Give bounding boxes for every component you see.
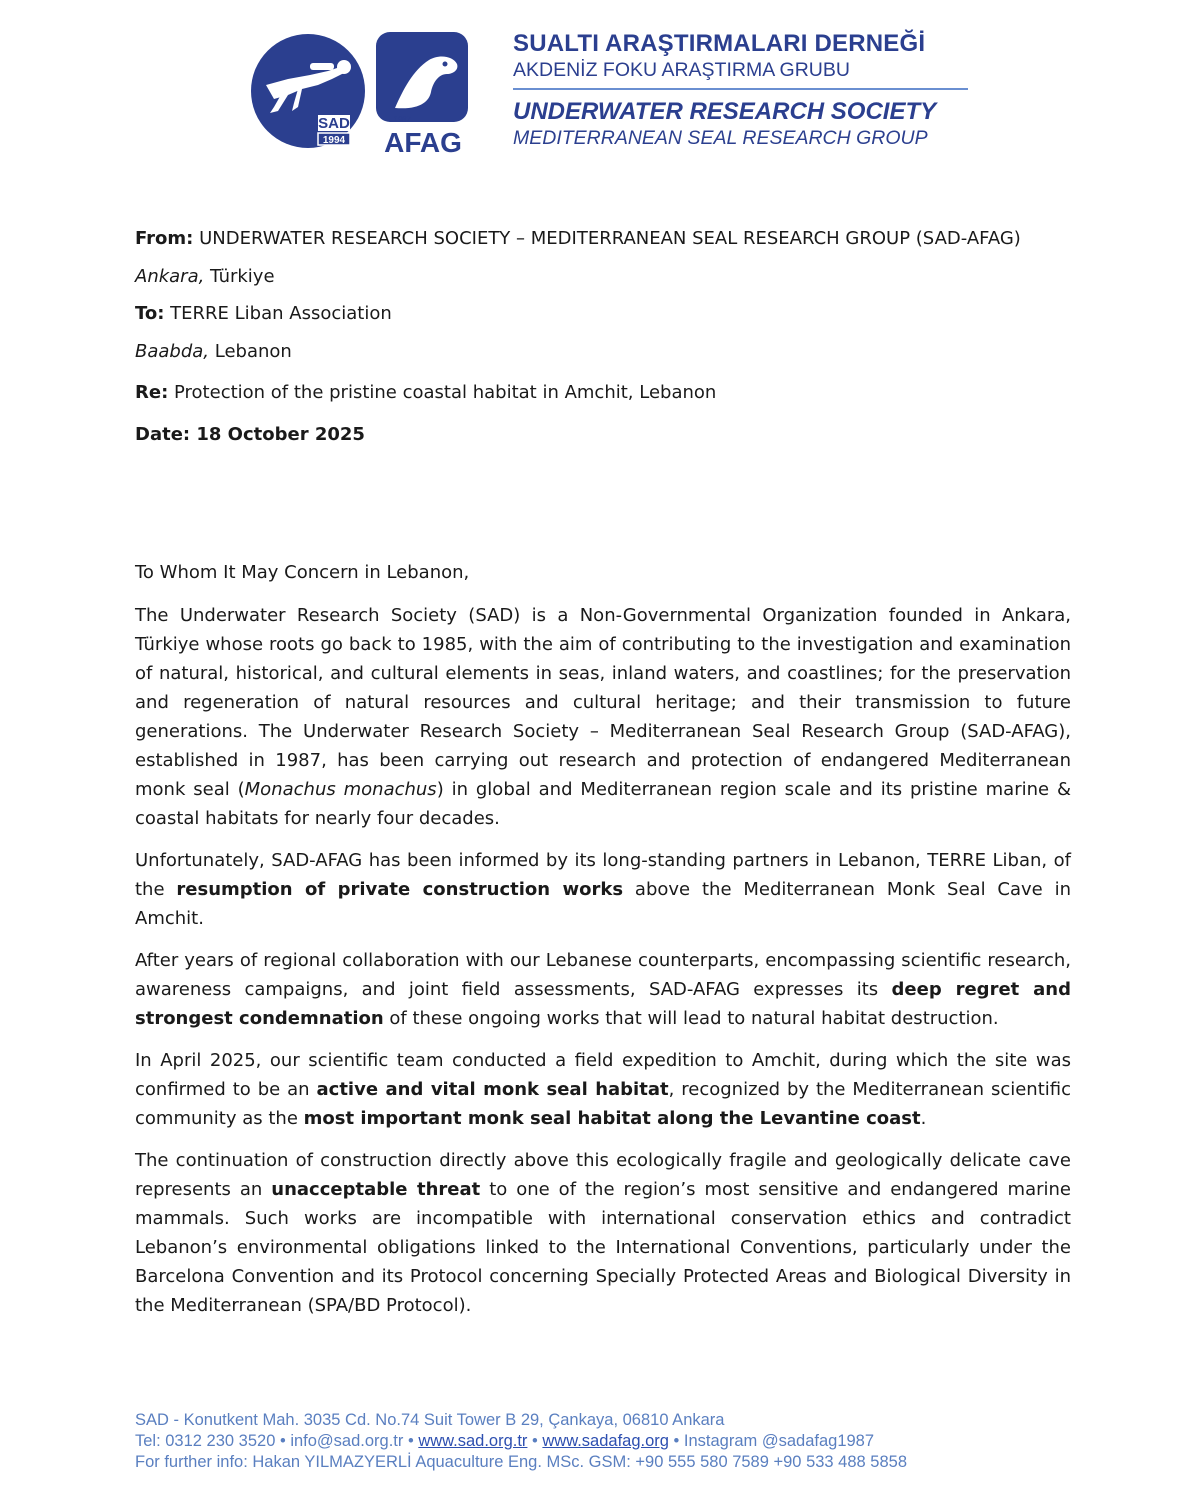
footer-contact xyxy=(135,1431,1035,1452)
paragraph-condemnation xyxy=(135,946,1071,1033)
svg-text:1994: 1994 xyxy=(322,135,346,146)
emphasis: resumption of private construction works xyxy=(176,879,624,900)
svg-text:1987: 1987 xyxy=(393,115,411,124)
text: of these ongoing works that will lead to natural habitat destruction. xyxy=(383,1008,999,1029)
text: to one of the region’s most sensitive and endangered marine mammals. Such works are incompatible with international conservation ethics and contradict Lebanon’s environmental obligations linked to the International Conventions, particularly under the Barcelona Convention and its Protocol concerning Specially Protected Areas and Biological Diversity in the Mediterranean (SPA/BD Protocol). xyxy=(135,1179,1071,1316)
to-label: To: xyxy=(135,303,165,324)
sad-logo-diver-icon xyxy=(248,27,366,157)
species-name: Monachus monachus xyxy=(244,779,437,800)
paragraph-organization-intro xyxy=(135,601,1071,833)
footer-tel-email: Tel: 0312 230 3520 • info@sad.org.tr • xyxy=(135,1432,419,1450)
text: The continuation of construction directly above this ecologically fragile and geologically delicate cave represents an xyxy=(135,1150,1071,1200)
emphasis: unacceptable threat xyxy=(271,1179,481,1200)
organization-names xyxy=(513,30,973,150)
from-line xyxy=(135,224,1075,262)
paragraph-field-expedition xyxy=(135,1046,1071,1133)
paragraph-construction-notice xyxy=(135,846,1071,933)
to-location xyxy=(135,337,1075,375)
org-name-english: UNDERWATER RESEARCH SOCIETY xyxy=(513,98,937,125)
emphasis: active and vital monk seal habitat xyxy=(316,1079,669,1100)
emphasis: most important monk seal habitat along the Levantine coast xyxy=(303,1108,921,1129)
subject-label: Re: xyxy=(135,382,169,403)
text: In April 2025, our scientific team conducted a field expedition to Amchit, during which the site was confirmed to be an xyxy=(135,1050,1071,1100)
subject-value: Protection of the pristine coastal habitat in Amchit, Lebanon xyxy=(168,382,717,403)
date-line: Date: 18 October 2025 xyxy=(135,423,365,445)
org-name-turkish: SUALTI ARAŞTIRMALARI DERNEĞİ xyxy=(513,30,926,57)
from-country: Türkiye xyxy=(204,265,275,287)
emphasis: deep regret and strongest condemnation xyxy=(135,979,1071,1029)
text: above the Mediterranean Monk Seal Cave in Amchit. xyxy=(135,879,1072,929)
svg-text:AFAG: AFAG xyxy=(384,127,462,156)
to-value: TERRE Liban Association xyxy=(164,303,392,324)
text: ) in global and Mediterranean region scale and its pristine marine & coastal habitats for nearly four decades. xyxy=(135,779,1071,829)
text: After years of regional collaboration with our Lebanese counterparts, encompassing scientific research, awareness campaigns, and joint field assessments, SAD-AFAG expresses its xyxy=(135,950,1071,1000)
svg-text:SAD: SAD xyxy=(318,115,350,132)
to-country: Lebanon xyxy=(209,340,292,362)
letter-body xyxy=(135,558,1071,1333)
to-line xyxy=(135,299,1075,337)
text: Unfortunately, SAD-AFAG has been informed by its long-standing partners in Lebanon, TERRE Liban, of the xyxy=(135,850,1071,900)
website-link-sad[interactable]: www.sad.org.tr xyxy=(418,1432,528,1450)
to-city: Baabda, xyxy=(135,340,210,362)
paragraph-threat xyxy=(135,1146,1071,1320)
from-label: From: xyxy=(135,228,194,249)
footer-address: SAD - Konutkent Mah. 3035 Cd. No.74 Suit Tower B 29, Çankaya, 06810 Ankara xyxy=(135,1411,725,1429)
letterhead xyxy=(0,0,1200,170)
group-name-turkish: AKDENİZ FOKU ARAŞTIRMA GRUBU xyxy=(513,59,850,81)
footer-further-info: For further info: Hakan YILMAZYERLİ Aquaculture Eng. MSc. GSM: +90 555 580 7589 +90 533 488 5858 xyxy=(135,1453,908,1471)
from-value: UNDERWATER RESEARCH SOCIETY – MEDITERRANEAN SEAL RESEARCH GROUP (SAD-AFAG) xyxy=(193,228,1021,249)
footer-instagram: • Instagram @sadafag1987 xyxy=(668,1432,875,1450)
afag-logo-seal-icon xyxy=(373,30,473,156)
salutation: To Whom It May Concern in Lebanon, xyxy=(135,562,470,583)
from-location xyxy=(135,262,1075,300)
website-link-sadafag[interactable]: www.sadafag.org xyxy=(542,1432,669,1450)
text: . xyxy=(920,1108,927,1129)
letterhead-divider xyxy=(513,88,968,90)
subject-line xyxy=(135,378,1075,416)
text: The Underwater Research Society (SAD) is a Non-Governmental Organization founded in Ankara, Türkiye whose roots go back to 1985, with the aim of contributing to the investigation and examination of natural, historical, and cultural elements in seas, inland waters, and coastlines; for the preservation and regeneration of natural resources and cultural heritage; and their transmission to future generations. The Underwater Research Society – Mediterranean Seal Research Group (SAD-AFAG), established in 1987, has been carrying out research and protection of endangered Mediterranean monk seal ( xyxy=(135,605,1071,800)
text: , recognized by the Mediterranean scientific community as the xyxy=(135,1079,1071,1129)
separator: • xyxy=(527,1432,543,1450)
from-city: Ankara, xyxy=(135,265,205,287)
letter-footer xyxy=(135,1410,1035,1473)
group-name-english: MEDITERRANEAN SEAL RESEARCH GROUP xyxy=(513,127,928,149)
letter-header-fields xyxy=(135,224,1075,457)
